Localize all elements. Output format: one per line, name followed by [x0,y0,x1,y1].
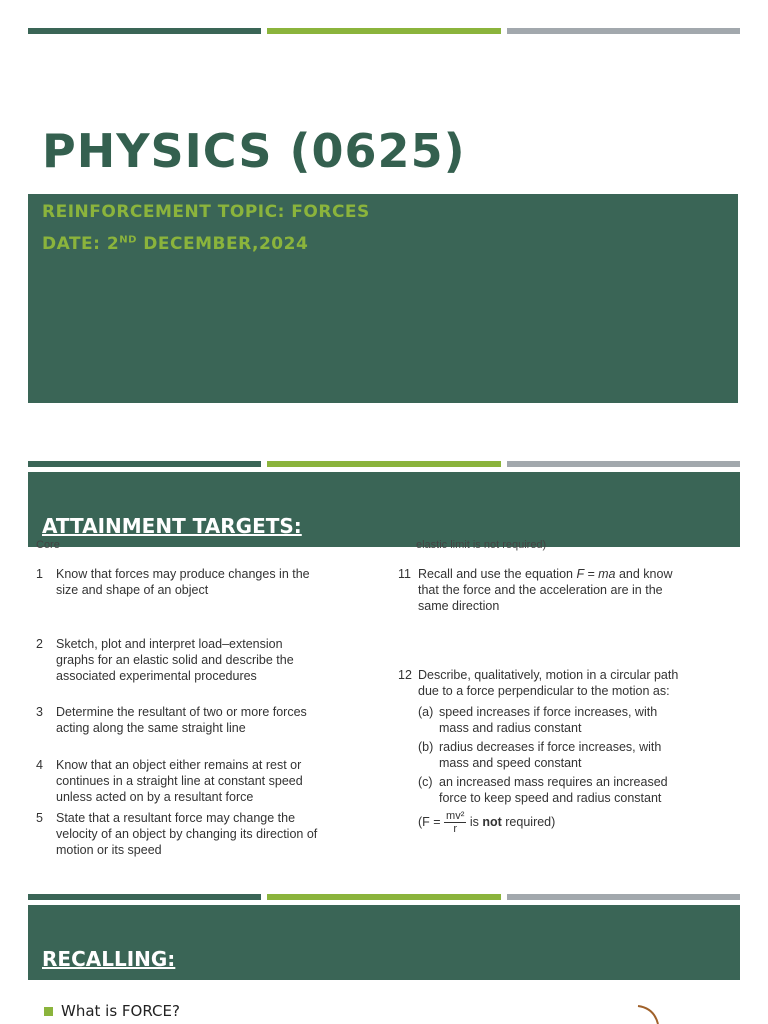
item-line: Know that an object either remains at rest or [56,758,302,772]
item-line: Describe, qualitatively, motion in a circular path [418,668,679,682]
sub-item-label: (b) [418,740,434,754]
square-bullet-icon [44,1007,53,1016]
item-number: 11 [398,567,411,581]
attainment-targets-image [28,539,740,868]
accent-bar-grey [507,28,740,34]
top-accent-bars [28,28,740,34]
formula-bold: not [482,814,502,829]
item-line: Know that forces may produce changes in the [56,567,310,581]
accent-bar-green [267,894,500,900]
item-line: acting along the same straight line [56,721,246,735]
item-line [418,566,672,582]
cropped-right-text: elastic limit is not required) [416,539,547,551]
item-line: State that a resultant force may change the [56,811,296,825]
cropped-text-right [416,539,616,553]
attainment-header-panel [28,472,740,547]
attainment-heading: ATTAINMENT TARGETS: [42,514,302,538]
item-number: 2 [36,637,43,651]
item-text: Recall and use the equation [418,567,577,581]
bullet-item [44,1002,180,1020]
formula-close: required) [501,814,556,829]
item-number: 3 [36,705,43,719]
formula-fraction [444,810,466,835]
sub-item-label: (c) [418,775,433,789]
item-line: velocity of an object by changing its direction of [56,827,318,841]
formula-note [418,810,555,835]
item-line: size and shape of an object [56,583,209,597]
item-line: unless acted on by a resultant force [56,790,254,804]
equation-text: F = ma [576,567,616,581]
subtitle-panel [28,194,738,403]
item-line: force to keep speed and radius constant [439,791,662,805]
accent-bar-green [267,28,500,34]
item-number: 5 [36,811,43,825]
item-number: 12 [398,668,412,682]
sub-item-label: (a) [418,705,434,719]
item-line: continues in a straight line at constant speed [56,774,303,788]
item-text: and know [615,567,673,581]
recalling-heading: RECALLING: [42,947,176,971]
accent-bar-dark [28,461,261,467]
item-line: an increased mass requires an increased [439,775,668,789]
item-line: Sketch, plot and interpret load–extension [56,637,283,651]
item-line: radius decreases if force increases, with [439,740,662,754]
fraction-numerator: mv² [446,810,465,822]
curve-decoration-icon [636,1004,666,1024]
item-line: associated experimental procedures [56,669,257,683]
item-line: that the force and the acceleration are in the [418,583,663,597]
item-line: Determine the resultant of two or more forces [56,705,307,719]
item-number: 4 [36,758,43,772]
fraction-denominator: r [453,823,458,835]
formula-mid: is [466,814,483,829]
item-line: mass and radius constant [439,721,582,735]
page-title: PHYSICS (0625) [42,124,466,178]
item-line: motion or its speed [56,843,162,857]
recalling-header-panel [28,905,740,980]
accent-bar-dark [28,28,261,34]
item-line: same direction [418,599,500,613]
item-line: mass and speed constant [439,756,582,770]
date-prefix: DATE: 2 [42,234,120,254]
cropped-text-left [36,539,96,553]
item-number: 1 [36,567,43,581]
accent-bar-grey [507,461,740,467]
date-suffix: DECEMBER,2024 [136,234,309,254]
item-line: due to a force perpendicular to the motion as: [418,684,670,698]
formula-open: (F = [418,814,445,829]
accent-bar-dark [28,894,261,900]
divider-bars-3 [28,894,740,900]
bullet-text: What is FORCE? [61,1002,180,1020]
date-text [42,234,308,254]
item-line: graphs for an elastic solid and describe the [56,653,294,667]
accent-bar-grey [507,894,740,900]
cropped-left-text: Core [36,539,60,551]
date-superscript: ND [119,234,137,246]
item-line: speed increases if force increases, with [439,705,658,719]
accent-bar-green [267,461,500,467]
topic-text: REINFORCEMENT TOPIC: FORCES [42,202,370,222]
divider-bars-2 [28,461,740,467]
